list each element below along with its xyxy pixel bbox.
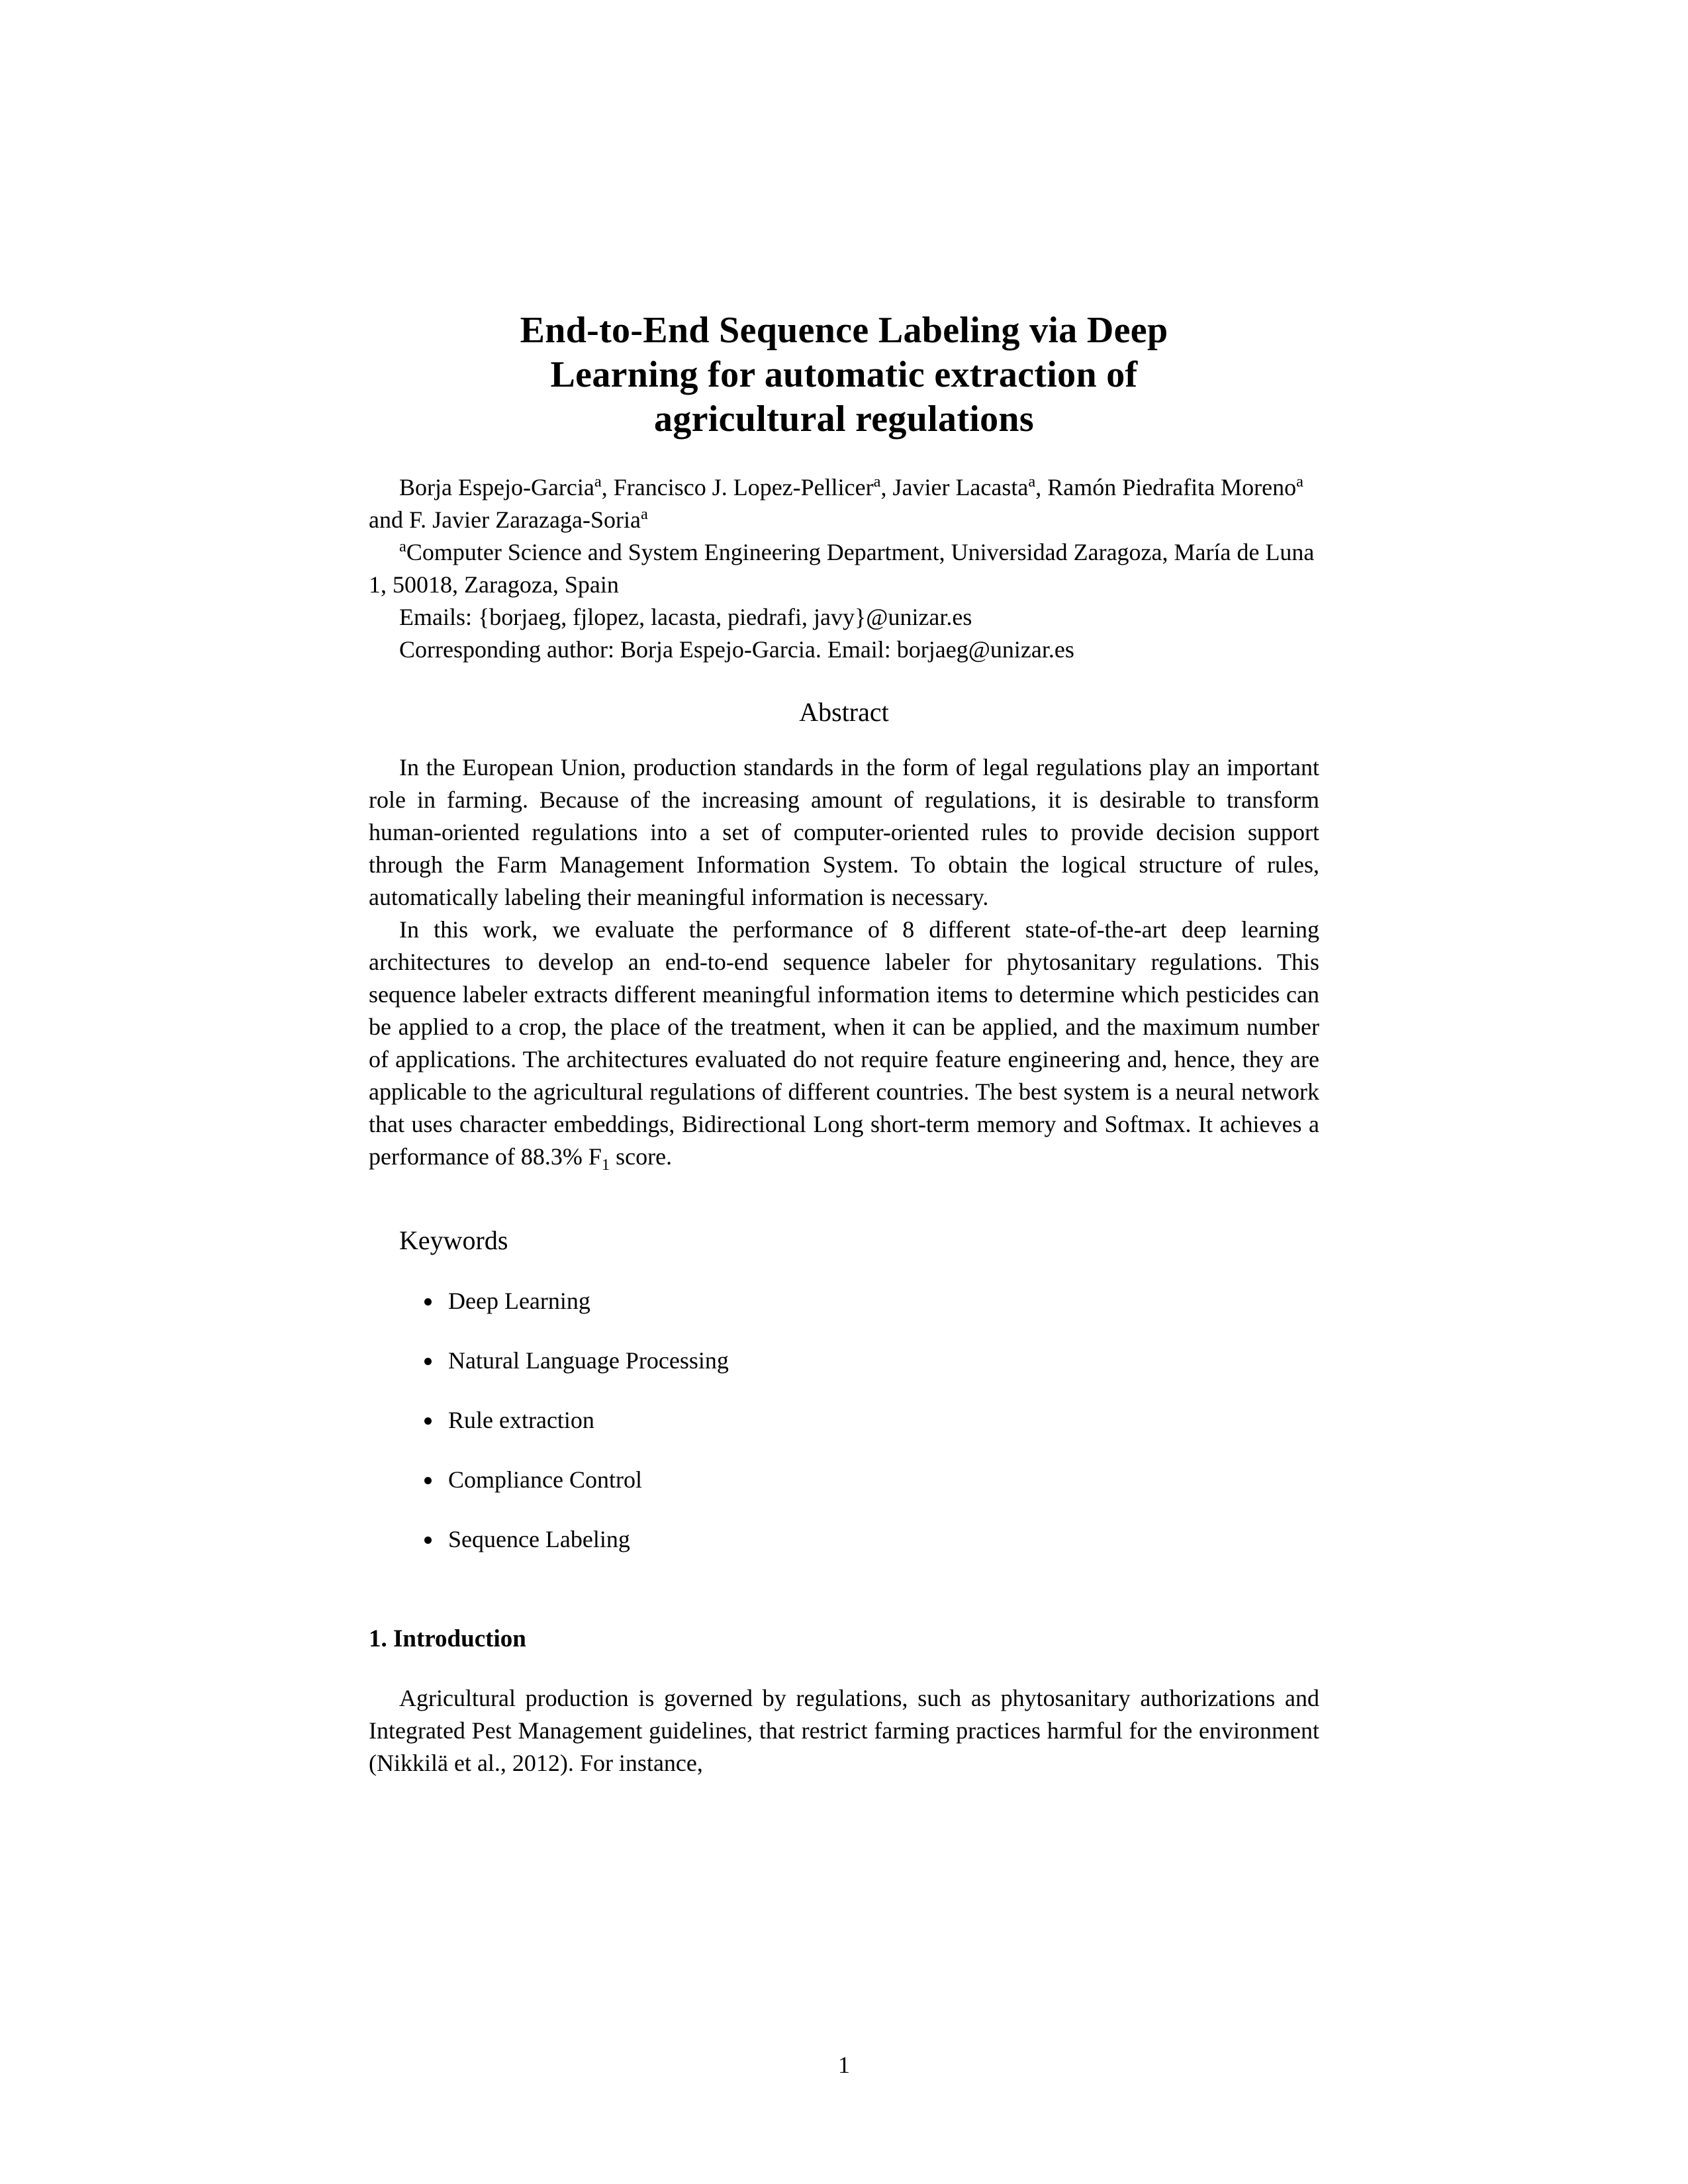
corresponding-author-line: Corresponding author: Borja Espejo-Garcia. Email: borjaeg@unizar.es [399,636,1074,663]
author-separator: , [880,473,893,500]
author-affiliation-mark: a [1296,472,1304,491]
page-number: 1 [838,2052,850,2078]
keyword-item: • Compliance Control [443,1464,1319,1496]
title-line-1: End-to-End Sequence Labeling via Deep [520,310,1168,351]
keyword-item: • Deep Learning [443,1285,1319,1317]
keyword-item: • Rule extraction [443,1404,1319,1437]
section-heading-introduction: 1. Introduction [369,1625,526,1652]
abstract-paragraph-2-text: In this work, we evaluate the performance of 8 different state-of-the-art deep learning architectures to develop an end-to-end sequence labeler for phytosanitary regulations. This sequence labeler extracts different meaningful information items to determine which pesticides can be applied to a crop, the place of the treatment, when it can be applied, and the maximum number of applications. The architectures evaluated do not require feature engineering and, hence, they are applicable to the agricultural regulations of different countries. The best system is a neural network that uses character embeddings, Bidirectional Long short-term memory and Softmax. It achieves a performance of 88.3% F [369,916,1319,1170]
keyword-item: • Sequence Labeling [443,1523,1319,1556]
abstract-heading: Abstract [799,696,889,727]
keyword-item: • Natural Language Processing [443,1345,1319,1377]
affiliation [369,536,1319,601]
f1-subscript: 1 [601,1155,610,1174]
introduction-paragraph: Agricultural production is governed by regulations, such as phytosanitary authorizations and Integrated Pest Management guidelines, that restrict farming practices harmful for the environment (Nikkilä et al., 2012). For instance, [369,1684,1319,1776]
text-column [369,0,1319,1780]
keywords-list [369,1285,1319,1556]
author-list [369,471,1319,536]
author-affiliation-mark: a [594,472,602,491]
author-separator: , [1035,473,1048,500]
author-name: Javier Lacasta [892,473,1029,500]
author-name: Francisco J. Lopez-Pellicer [613,473,874,500]
abstract-paragraph-1: In the European Union, production standards in the form of legal regulations play an important role in farming. Because of the increasing amount of regulations, it is desirable to transform human-oriented regulations into a set of computer-oriented rules to provide decision support through the Farm Management Information System. To obtain the logical structure of rules, automatically labeling their meaningful information is necessary. [369,753,1319,910]
paper-title [369,309,1319,442]
affiliation-text: Computer Science and System Engineering Department, Universidad Zaragoza, María de Luna 1, 50018, Zaragoza, Spain [369,538,1315,598]
author-affiliation-mark: a [1028,472,1036,491]
emails-line: Emails: {borjaeg, fjlopez, lacasta, piedrafi, javy}@unizar.es [399,603,972,630]
author-affiliation-mark: a [640,504,648,523]
author-name: F. Javier Zarazaga-Soria [408,506,641,533]
title-line-3: agricultural regulations [654,399,1034,440]
author-name: Ramón Piedrafita Moreno [1047,473,1297,500]
affiliation-mark: a [399,537,406,555]
author-separator: and [369,506,409,533]
author-name: Borja Espejo-Garcia [399,473,594,500]
keywords-heading: Keywords [399,1225,508,1255]
abstract-paragraph-2-tail: score. [610,1143,673,1170]
author-affiliation-mark: a [873,472,881,491]
title-line-2: Learning for automatic extraction of [550,354,1138,396]
author-separator: , [601,473,614,500]
abstract-paragraph-2 [369,914,1319,1173]
